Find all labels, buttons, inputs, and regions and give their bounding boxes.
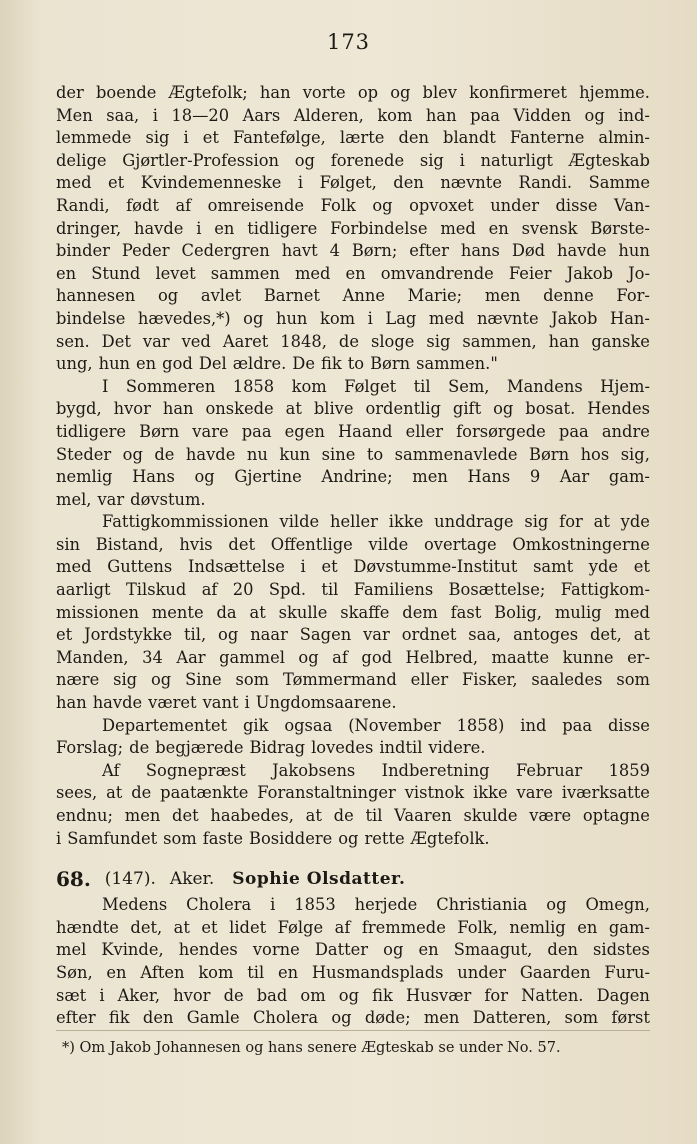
text-line: nemlig Hans og Gjertine Andrine; men Hans 9 Aar gam- [56, 467, 650, 487]
text-line: hændte det, at et lidet Følge af fremmede Folk, nemlig en gam- [56, 917, 650, 937]
text-line: et Jordstykke til, og naar Sagen var ordnet saa, antoges det, at [56, 625, 650, 645]
section-heading [56, 864, 650, 894]
text-line: med et Kvindemenneske i Følget, den nævnte Randi. Samme [56, 173, 650, 193]
text-line: binder Peder Cedergren havt 4 Børn; efter hans Død havde hun [56, 241, 650, 261]
text-line: delige Gjørtler-Profession og forenede sig i naturligt Ægteskab [56, 150, 650, 170]
text-line: Forslag; de begjærede Bidrag lovedes indtil videre. [56, 738, 486, 758]
text-line: Steder og de havde nu kun sine to sammenavlede Børn hos sig, [56, 444, 650, 464]
footnote: *) Om Jakob Johannesen og hans senere Ægteskab se under No. 57. [62, 1040, 561, 1056]
section-name: Sophie Olsdatter. [232, 869, 406, 890]
text-line: tidligere Børn vare paa egen Haand eller forsørgede paa andre [56, 421, 650, 441]
text-line: missionen mente da at skulle skaffe dem fast Bolig, mulig med [56, 602, 650, 622]
text-line: han havde været vant i Ungdomsaarene. [56, 693, 397, 713]
text-line: Randi, født af omreisende Folk og opvoxet under disse Van- [56, 195, 650, 215]
text-line: en Stund levet sammen med en omvandrende Feier Jakob Jo- [56, 263, 650, 283]
text-line: sæt i Aker, hvor de bad om og fik Husvær for Natten. Dagen [56, 985, 650, 1005]
text-line: efter fik den Gamle Cholera og døde; men Datteren, som først [56, 1008, 650, 1028]
text-line: sin Bistand, hvis det Offentlige vilde overtage Omkostningerne [56, 534, 650, 554]
text-line: Søn, en Aften kom til en Husmandsplads under Gaarden Furu- [56, 962, 650, 982]
text-line: Men saa, i 18—20 Aars Alderen, kom han paa Vidden og ind- [56, 105, 650, 125]
text-line: I Sommeren 1858 kom Følget til Sem, Mandens Hjem- [102, 376, 650, 396]
text-line: i Samfundet som faste Bosiddere og rette Ægtefolk. [56, 828, 490, 848]
body-text [56, 82, 650, 1030]
text-line: ung, hun en god Del ældre. De fik to Børn sammen." [56, 354, 498, 374]
section-number: 68. [56, 867, 91, 892]
text-line: bindelse hævedes,*) og hun kom i Lag med nævnte Jakob Han- [56, 308, 650, 328]
text-line: Manden, 34 Aar gammel og af god Helbred, maatte kunne er- [56, 647, 650, 667]
page-number: 173 [326, 30, 371, 54]
text-line: sees, at de paatænkte Foranstaltninger vistnok ikke vare iværksatte [56, 783, 650, 803]
text-line: der boende Ægtefolk; han vorte op og blev konfirmeret hjemme. [56, 83, 650, 102]
footnote-divider [56, 1030, 650, 1031]
text-line: endnu; men det haabedes, at de til Vaaren skulde være optagne [56, 806, 650, 825]
text-line: mel Kvinde, hendes vorne Datter og en Smaagut, den sidstes [56, 940, 650, 960]
text-line: Fattigkommissionen vilde heller ikke unddrage sig for at yde [102, 512, 650, 532]
text-line: mel, var døvstum. [56, 489, 206, 509]
text-line: nære sig og Sine som Tømmermand eller Fisker, saaledes som [56, 670, 650, 690]
text-line: dringer, havde i en tidligere Forbindelse med en svensk Børste- [56, 218, 650, 238]
section-reference: (147). [104, 869, 156, 890]
text-line: aarligt Tilskud af 20 Spd. til Familiens Bosættelse; Fattigkom- [56, 580, 650, 600]
text-line: hannesen og avlet Barnet Anne Marie; men denne For- [56, 286, 650, 306]
text-line: lemmede sig i et Fantefølge, lærte den blandt Fanterne almin- [56, 128, 650, 148]
text-line: med Guttens Indsættelse i et Døvstumme-Institut samt yde et [56, 557, 650, 577]
text-line: Af Sognepræst Jakobsens Indberetning Februar 1859 [102, 760, 650, 780]
text-line: bygd, hvor han onskede at blive ordentlig gift og bosat. Hendes [56, 399, 650, 419]
text-line: sen. Det var ved Aaret 1848, de sloge sig sammen, han ganske [56, 331, 650, 351]
section-place: Aker. [169, 869, 215, 890]
paragraph-block-2 [56, 894, 650, 1030]
paragraph-block-1 [56, 82, 650, 850]
text-line: Medens Cholera i 1853 herjede Christiania og Omegn, [102, 895, 650, 915]
text-line: Departementet gik ogsaa (November 1858) ind paa disse [102, 715, 650, 735]
